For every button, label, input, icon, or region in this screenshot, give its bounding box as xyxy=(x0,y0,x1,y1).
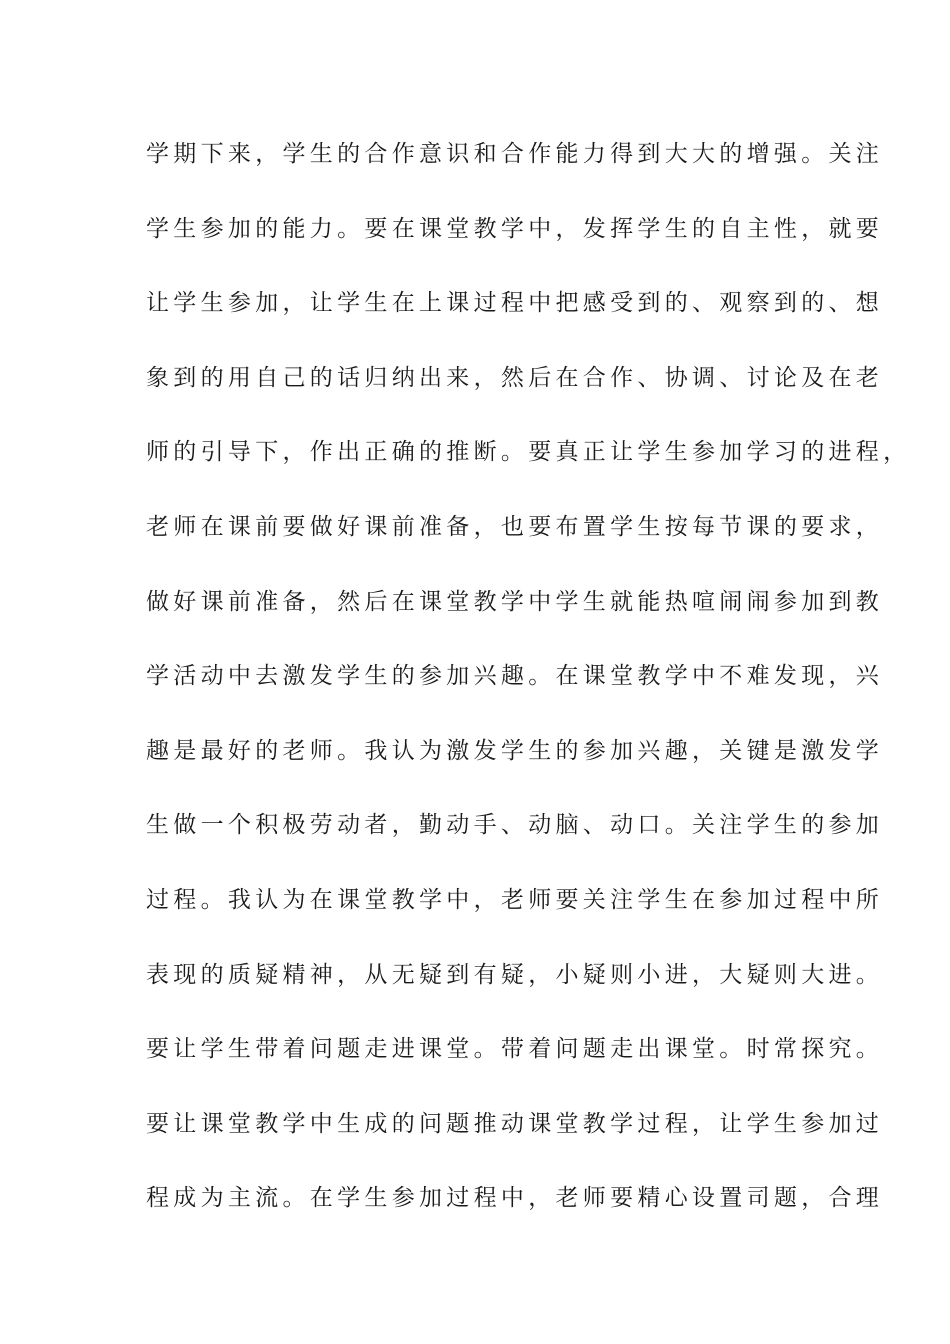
text-line: 要让课堂教学中生成的问题推动课堂教学过程，让学生参加过 xyxy=(146,1110,884,1137)
body-text xyxy=(146,134,911,1253)
text-line: 象到的用自己的话归纳出来，然后在合作、协调、讨论及在老 xyxy=(146,364,884,391)
text-line: 学期下来，学生的合作意识和合作能力得到大大的增强。关注 xyxy=(146,141,884,167)
text-line: 让学生参加，让学生在上课过程中把感受到的、观察到的、想 xyxy=(146,290,884,317)
text-line: 生做一个积极劳动者，勤动手、动脑、动口。关注学生的参加 xyxy=(146,812,884,839)
text-line: 趣是最好的老师。我认为激发学生的参加兴趣，关键是激发学 xyxy=(146,737,884,764)
text-line: 程成为主流。在学生参加过程中，老师要精心设置司题，合理 xyxy=(146,1185,884,1212)
text-line: 学活动中去激发学生的参加兴趣。在课堂教学中不难发现，兴 xyxy=(146,663,884,690)
text-line: 表现的质疑精神，从无疑到有疑，小疑则小进，大疑则大进。 xyxy=(146,961,884,988)
text-line: 做好课前准备，然后在课堂教学中学生就能热喧闹闹参加到教 xyxy=(146,588,884,615)
text-line: 学生参加的能力。要在课堂教学中，发挥学生的自主性，就要 xyxy=(146,215,884,242)
text-line: 过程。我认为在课堂教学中，老师要关注学生在参加过程中所 xyxy=(146,886,884,913)
text-line: 要让学生带着问题走进课堂。带着问题走出课堂。时常探究。 xyxy=(146,1036,884,1063)
text-line: 师的引导下，作出正确的推断。要真正让学生参加学习的进程， xyxy=(146,439,911,466)
text-line: 老师在课前要做好课前准备，也要布置学生按每节课的要求， xyxy=(146,513,884,540)
